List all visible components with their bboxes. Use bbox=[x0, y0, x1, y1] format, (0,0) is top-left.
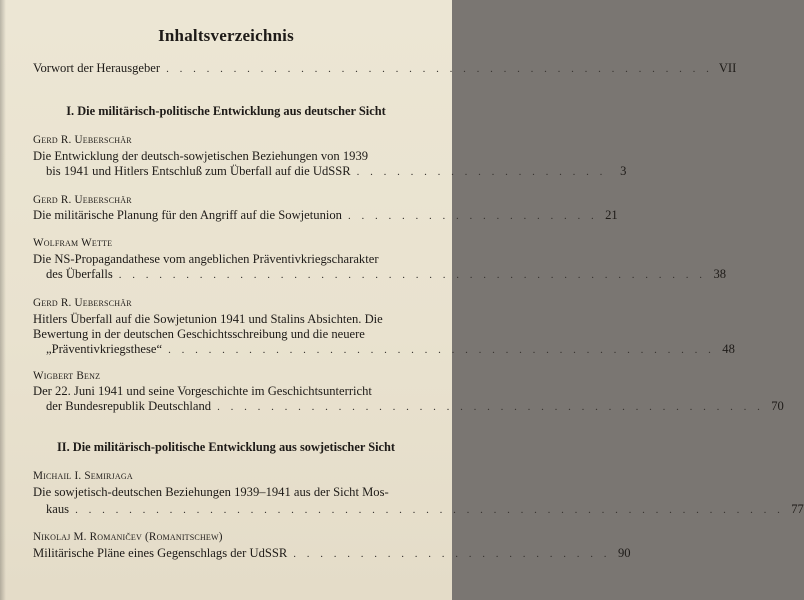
entry-title: Vorwort der Herausgeber bbox=[33, 61, 161, 75]
entry-author: Gerd R. Ueberschär bbox=[33, 194, 132, 206]
toc-entry[interactable] bbox=[46, 341, 735, 358]
toc-entry[interactable] bbox=[46, 163, 627, 180]
page-number: 70 bbox=[771, 399, 784, 413]
entry-author: Michail I. Semirjaga bbox=[33, 470, 133, 482]
page-gutter-shadow bbox=[0, 0, 6, 600]
entry-title-line: Die militärische Planung für den Angriff auf die Sowjetunion bbox=[33, 208, 342, 222]
page-number: 90 bbox=[617, 546, 631, 560]
entry-author: Wigbert Benz bbox=[33, 370, 101, 382]
page-number: 21 bbox=[605, 208, 618, 222]
toc-entry[interactable] bbox=[46, 266, 727, 283]
entry-title-line[interactable]: Der 22. Juni 1941 und seine Vorgeschichte im Geschichtsunterricht bbox=[33, 384, 372, 398]
dot-leader: . . . . . . . . . . . . . . . . . . . . . . . . . . . . . . . . . . . . . . . . . . . . . . . . . . . . . bbox=[75, 504, 784, 516]
page-title: Inhaltsverzeichnis bbox=[158, 26, 294, 45]
entry-title-line: Militärische Pläne eines Gegenschlags der UdSSR bbox=[33, 546, 288, 560]
toc-entry[interactable] bbox=[46, 398, 784, 415]
toc-entry[interactable] bbox=[33, 545, 631, 562]
dot-leader: . . . . . . . . . . . . . . . . . . . . . . . . . . . . . . . . . . . . . . . . . . . . bbox=[118, 269, 707, 281]
entry-title-line[interactable]: Die sowjetisch-deutschen Beziehungen 1939–1941 aus der Sicht Mos- bbox=[33, 485, 389, 499]
entry-author: Wolfram Wette bbox=[33, 237, 113, 249]
page-number: VII bbox=[718, 61, 737, 75]
entry-title-line: „Präventivkriegsthese“ bbox=[46, 342, 163, 356]
dot-leader: . . . . . . . . . . . . . . . . . . . . . . . . . . . . . . . . . . . . . . . . . bbox=[166, 63, 713, 75]
dot-leader: . . . . . . . . . . . . . . . . . . . . . . . . . . . . . . . . . . . . . . . . . bbox=[217, 401, 764, 413]
page-number: 3 bbox=[620, 164, 627, 178]
dot-leader: . . . . . . . . . . . . . . . . . . . . . . . . bbox=[293, 548, 611, 560]
entry-title-line[interactable]: Bewertung in der deutschen Geschichtsschreibung und die neuere bbox=[33, 327, 365, 341]
dot-leader: . . . . . . . . . . . . . . . . . . . bbox=[356, 166, 607, 178]
dot-leader: . . . . . . . . . . . . . . . . . . . bbox=[347, 210, 598, 222]
page-number: 48 bbox=[722, 342, 735, 356]
toc-entry[interactable] bbox=[33, 207, 618, 224]
entry-title-line: kaus bbox=[46, 502, 70, 516]
section-heading: II. Die militärisch-politische Entwicklung aus sowjetischer Sicht bbox=[56, 440, 396, 454]
entry-title-line: der Bundesrepublik Deutschland bbox=[46, 399, 212, 413]
page-number: 77 bbox=[791, 502, 804, 516]
dot-leader: . . . . . . . . . . . . . . . . . . . . . . . . . . . . . . . . . . . . . . . . . bbox=[168, 344, 715, 356]
entry-author: Nikolaj M. Romaničev (Romanitschew) bbox=[33, 531, 223, 543]
entry-title-line[interactable]: Die NS-Propagandathese vom angeblichen Präventivkriegscharakter bbox=[33, 252, 379, 266]
entry-title-line[interactable]: Die Entwicklung der deutsch-sowjetischen Beziehungen von 1939 bbox=[33, 149, 369, 163]
page-number: 38 bbox=[713, 267, 727, 281]
toc-entry[interactable] bbox=[46, 501, 804, 518]
toc-entry-foreword[interactable] bbox=[33, 60, 737, 77]
entry-title-line[interactable]: Hitlers Überfall auf die Sowjetunion 1941 und Stalins Absichten. Die bbox=[33, 312, 383, 326]
entry-author: Gerd R. Ueberschär bbox=[33, 297, 132, 309]
entry-title-line: bis 1941 und Hitlers Entschluß zum Überfall auf die UdSSR bbox=[46, 164, 351, 178]
entry-author: Gerd R. Ueberschär bbox=[33, 134, 132, 146]
section-heading: I. Die militärisch-politische Entwicklung aus deutscher Sicht bbox=[66, 104, 386, 118]
entry-title-line: des Überfalls bbox=[46, 267, 113, 281]
